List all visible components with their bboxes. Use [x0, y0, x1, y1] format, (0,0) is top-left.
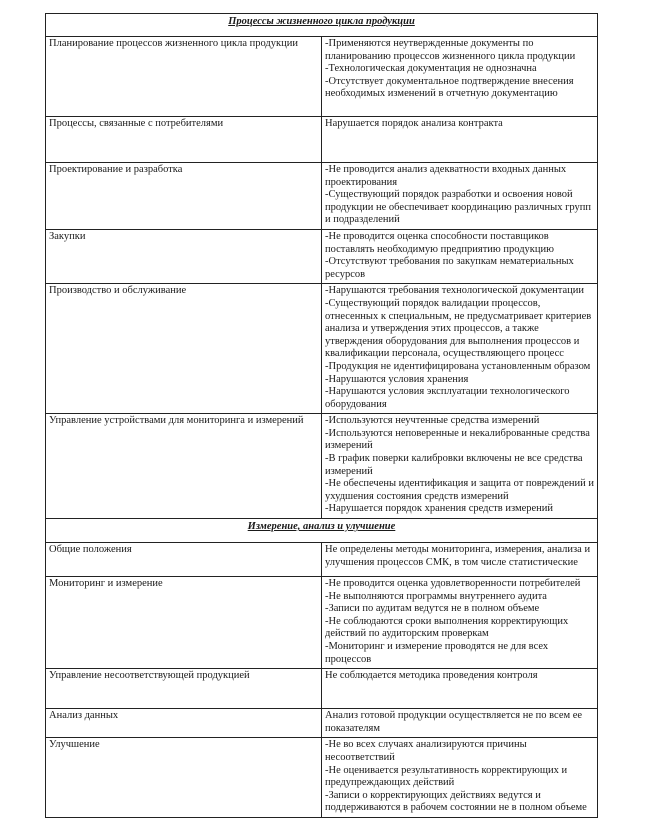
findings-cell	[322, 669, 598, 709]
category-cell: Производство и обслуживание	[46, 284, 322, 414]
finding-item: -Записи о корректирующих действиях ведутся и поддерживаются в рабочем состоянии не в полном объеме	[325, 789, 587, 814]
table-row	[46, 163, 598, 230]
finding-item: -Не обеспечены идентификация и защита от повреждений и ухудшения состояния средств измерений	[325, 478, 595, 502]
findings-cell	[322, 163, 598, 230]
category-cell: Закупки	[46, 229, 322, 283]
finding-item: -Не оценивается результативность корректирующих и предупреждающих действий	[325, 764, 568, 789]
finding-item: -Отсутствуют требования по закупкам нематериальных ресурсов	[325, 256, 574, 280]
finding-item: -Отсутствует документальное подтверждение внесения необходимых изменений в отчетную документацию	[325, 75, 574, 100]
table-body	[46, 14, 598, 818]
category-cell: Проектирование и разработка	[46, 163, 322, 230]
category-cell: Планирование процессов жизненного цикла продукции	[46, 37, 322, 117]
table-row	[46, 414, 598, 519]
findings-cell	[322, 37, 598, 117]
category-cell: Общие положения	[46, 543, 322, 577]
table-row	[46, 117, 598, 163]
document	[45, 13, 598, 818]
nonconformity-table	[45, 13, 598, 818]
finding-item: -Не соблюдаются сроки выполнения корректирующих действий по аудиторским проверкам	[325, 615, 569, 640]
finding-item: Нарушается порядок анализа контракта	[325, 118, 503, 129]
findings-cell	[322, 577, 598, 669]
finding-item: -Мониторинг и измерение проводятся не для всех процессов	[325, 641, 549, 665]
finding-item: -Нарушаются условия эксплуатации технологического оборудования	[325, 386, 570, 410]
table-row	[46, 284, 598, 414]
finding-item: -Нарушаются требования технологической документации	[325, 285, 585, 297]
category-cell: Анализ данных	[46, 709, 322, 738]
finding-item: -Нарушается порядок хранения средств измерений	[325, 503, 554, 515]
finding-item: -В график поверки калибровки включены не все средства измерений	[325, 453, 583, 477]
findings-cell	[322, 709, 598, 738]
section-header-row	[46, 519, 598, 543]
finding-item: -Не во всех случаях анализируются причины несоответствий	[325, 739, 527, 763]
finding-item: -Не проводится оценка способности поставщиков поставлять необходимую предприятию продукцию	[325, 230, 554, 255]
table-row	[46, 37, 598, 117]
findings-cell	[322, 738, 598, 818]
findings-cell	[322, 229, 598, 283]
category-cell: Мониторинг и измерение	[46, 577, 322, 669]
category-cell: Управление устройствами для мониторинга и измерений	[46, 414, 322, 519]
finding-item: -Существующий порядок разработки и освоения новой продукции не обеспечивает координацию различных групп и подразделений	[325, 189, 591, 226]
finding-item: -Продукция не идентифицирована установленным образом	[325, 360, 591, 372]
finding-item: Не соблюдается методика проведения контроля	[325, 670, 538, 682]
table-row	[46, 738, 598, 818]
finding-item: -Нарушаются условия хранения	[325, 373, 469, 385]
finding-item: -Не проводится анализ адекватности входных данных проектирования	[325, 164, 567, 188]
table-row	[46, 543, 598, 577]
table-row	[46, 709, 598, 738]
finding-item: -Применяются неутвержденные документы по планированию процессов жизненного цикла продукции	[325, 38, 576, 62]
table-row	[46, 577, 598, 669]
finding-item: -Используются неповеренные и некалиброванные средства измерений	[325, 427, 590, 452]
findings-cell	[322, 117, 598, 163]
finding-item: -Технологическая документация не однозначна	[325, 63, 537, 75]
category-cell: Улучшение	[46, 738, 322, 818]
findings-cell	[322, 543, 598, 577]
findings-cell	[322, 414, 598, 519]
section-header-row	[46, 14, 598, 37]
finding-item: Не определены методы мониторинга, измерения, анализа и улучшения процессов СМК, в том числе статистические	[325, 544, 591, 568]
findings-cell	[322, 284, 598, 414]
table-row	[46, 229, 598, 283]
section-title: Измерение, анализ и улучшение	[46, 519, 598, 543]
table-row	[46, 669, 598, 709]
section-title: Процессы жизненного цикла продукции	[46, 14, 598, 37]
finding-item: -Не проводится оценка удовлетворенности потребителей	[325, 578, 581, 590]
category-cell: Управление несоответствующей продукцией	[46, 669, 322, 709]
finding-item: Анализ готовой продукции осуществляется не по всем ее показателям	[325, 710, 583, 734]
finding-item: -Существующий порядок валидации процессов, отнесенных к специальным, не предусматривает критериев анализа и утверждения этих процессов, а также утверждения оборудования для выполнения процессов и квалификации персонала, осуществляющего процесс	[325, 297, 592, 360]
finding-item: -Не выполняются программы внутреннего аудита	[325, 590, 547, 602]
finding-item: -Используются неучтенные средства измерений	[325, 415, 540, 427]
finding-item: -Записи по аудитам ведутся не в полном объеме	[325, 603, 540, 615]
category-cell: Процессы, связанные с потребителями	[46, 117, 322, 163]
